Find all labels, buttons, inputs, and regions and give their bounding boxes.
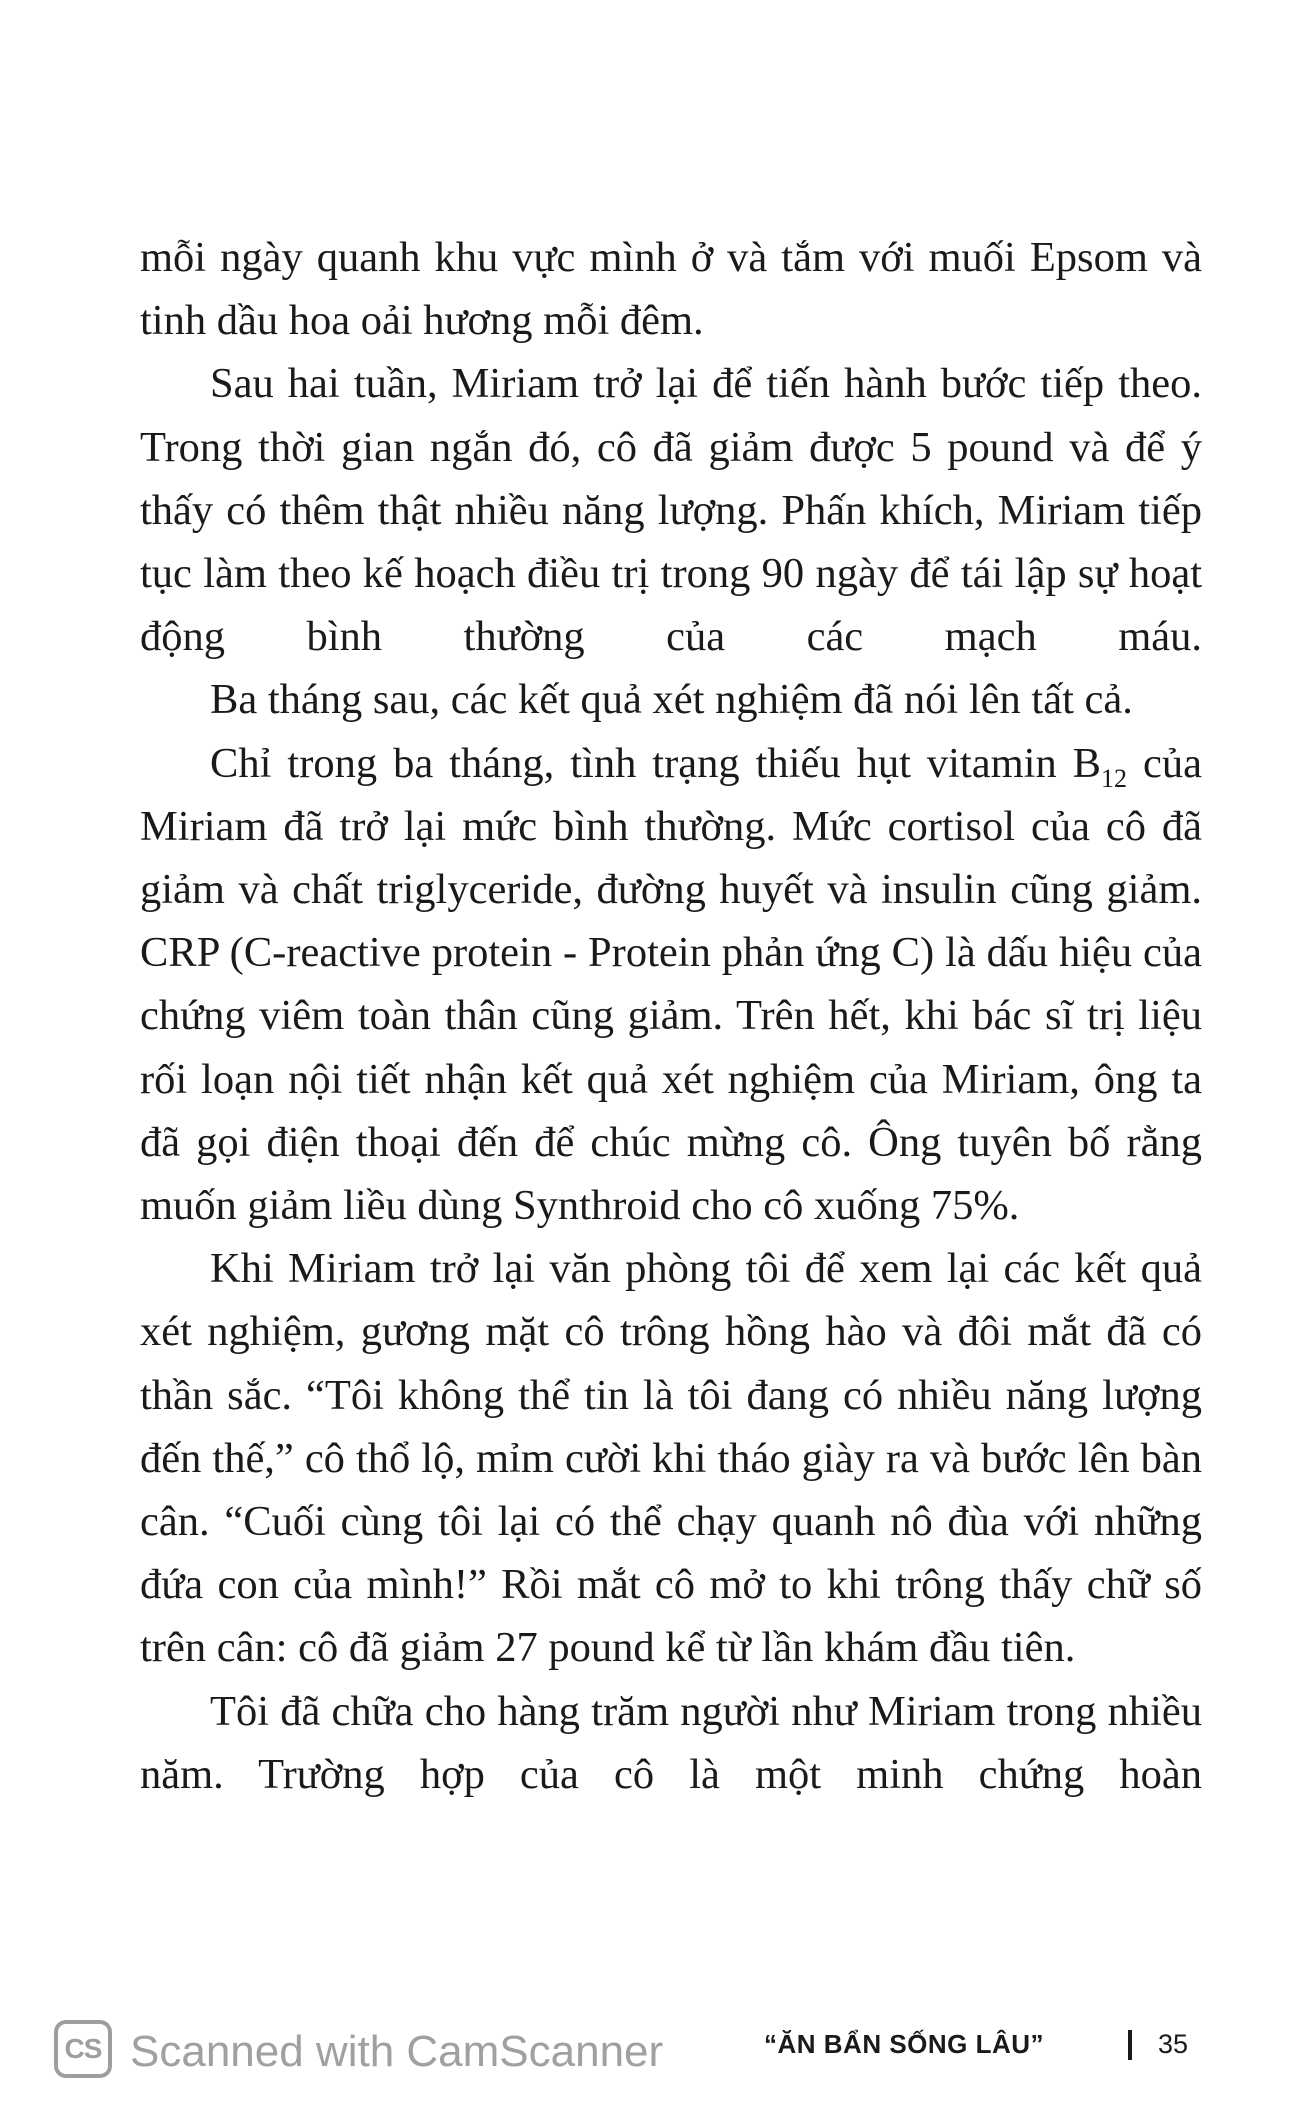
paragraph-4-text-end: của Miriam đã trở lại mức bình thường. Mức cortisol của cô đã giảm và chất triglyceride, đường huyết và insulin cũng giảm. CRP (C-reactive protein - Protein phản ứng C) là dấu hiệu của chứng viêm toàn thân cũng giảm. Trên hết, khi bác sĩ trị liệu rối loạn nội tiết nhận kết quả xét nghiệm của Miriam, ông ta đã gọi điện thoại đến để chúc mừng cô. Ông tuyên bố rằng muốn giảm liều dùng Synthroid cho cô xuống 75%. [140,739,1202,1230]
paragraph-1: mỗi ngày quanh khu vực mình ở và tắm với muối Epsom và tinh dầu hoa oải hương mỗi đêm. [140,234,1202,345]
page-body [140,226,1202,1806]
paragraph-4 [140,732,1202,1238]
paragraph-2 [140,352,1202,668]
vitamin-subscript: 12 [1101,763,1128,793]
camscanner-watermark: Scanned with CamScanner [130,2027,664,2076]
paragraph-5: Khi Miriam trở lại văn phòng tôi để xem lại các kết quả xét nghiệm, gương mặt cô trông hồng hào và đôi mắt đã có thần sắc. “Tôi không thể tin là tôi đang có nhiều năng lượng đến thế,” cô thổ lộ, mỉm cười khi tháo giày ra và bước lên bàn cân. “Cuối cùng tôi lại có thể chạy quanh nô đùa với những đứa con của mình!” Rồi mắt cô mở to khi trông thấy chữ số trên cân: cô đã giảm 27 pound kể từ lần khám đầu tiên. [140,1245,1202,1672]
paragraph-3: Ba tháng sau, các kết quả xét nghiệm đã nói lên tất cả. [210,676,1133,724]
paragraph-6: Tôi đã chữa cho hàng trăm người như Miriam trong nhiều năm. Trường hợp của cô là một minh chứng hoàn [140,1687,1202,1798]
paragraph-4-text-start: Chỉ trong ba tháng, tình trạng thiếu hụt vitamin B [210,739,1102,787]
footer-separator [1128,2030,1132,2060]
page-number: 35 [1158,2029,1189,2059]
running-head: “ĂN BẨN SỐNG LÂU” [764,2029,1045,2059]
paragraph-2-text: Sau hai tuần, Miriam trở lại để tiến hành bước tiếp theo. Trong thời gian ngắn đó, cô đã giảm được 5 pound và để ý thấy có thêm thật nhiều năng lượng. Phấn khích, Miriam tiếp tục làm theo kế hoạch điều trị trong 90 ngày để tái lập sự hoạt động bình thường của các mạch máu. [140,360,1202,661]
page-footer [0,2020,1312,2090]
camscanner-logo-icon: CS [54,2020,112,2078]
